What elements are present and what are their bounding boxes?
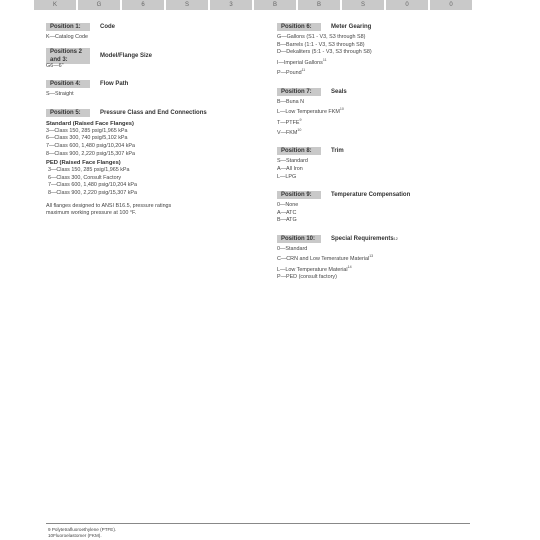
option-line bbox=[277, 67, 477, 77]
section-header bbox=[277, 235, 477, 243]
option-text: C—CRN and Low Temerature Material bbox=[277, 256, 370, 263]
section-header bbox=[277, 23, 477, 31]
option-text: G—Gallons (S1 - V3, S3 through S8) bbox=[277, 34, 366, 40]
footnote-9: 9 Polytetrafluoroethylene (PTFE). bbox=[48, 527, 117, 532]
section-position-8 bbox=[277, 147, 477, 181]
code-cell-3: 6 bbox=[122, 0, 164, 10]
option-line bbox=[277, 264, 477, 274]
standard-option-line: 7—Class 600, 1,480 psig/10,204 kPa bbox=[46, 142, 136, 149]
section-title: Meter Gearing bbox=[331, 24, 372, 30]
option-text: B—Buna N bbox=[277, 98, 304, 105]
option-text: B—ATG bbox=[277, 217, 297, 224]
left-column bbox=[46, 23, 256, 227]
option-text: P—Pound bbox=[277, 69, 302, 76]
section-title: Code bbox=[100, 24, 115, 30]
section-header bbox=[46, 48, 256, 63]
code-cell-8: S bbox=[342, 0, 384, 10]
option-text: S—Standard bbox=[277, 158, 308, 165]
option-line bbox=[277, 49, 477, 57]
section-position-7 bbox=[277, 88, 477, 138]
option-line bbox=[277, 106, 477, 116]
flange-note-line: maximum working pressure at 100 °F. bbox=[46, 209, 137, 216]
option-line bbox=[277, 34, 477, 42]
title-footnote-ref: 12 bbox=[393, 236, 398, 241]
option-text: I—Imperial Gallons bbox=[277, 59, 323, 66]
ped-option-line: 7—Class 600, 1,480 psig/10,204 kPa bbox=[48, 182, 138, 189]
section-title: Temperature Compensation bbox=[331, 192, 411, 199]
code-cell-6: B bbox=[254, 0, 296, 10]
section-title: Pressure Class and End Connections bbox=[100, 109, 207, 116]
option-line bbox=[277, 217, 477, 225]
option-line: G6—6" bbox=[46, 62, 64, 69]
code-cell-5: 3 bbox=[210, 0, 252, 10]
option-line bbox=[277, 202, 477, 210]
option-text: L—LPG bbox=[277, 173, 297, 180]
position-label: Position 9: bbox=[277, 191, 321, 199]
option-text: P—PED (consult factory) bbox=[277, 274, 337, 281]
code-cell-7: B bbox=[298, 0, 340, 10]
option-text: 0—Standard bbox=[277, 245, 308, 252]
option-line bbox=[277, 158, 477, 166]
section-position-1 bbox=[46, 23, 256, 42]
section-title: Special Requirements bbox=[331, 235, 394, 242]
standard-heading: Standard (Raised Face Flanges) bbox=[46, 120, 134, 127]
position-label: Position 8: bbox=[277, 147, 321, 155]
option-text: L—Low Temperature Material bbox=[277, 266, 348, 273]
footnote-10: 10Fluoroelastomer (FKM). bbox=[48, 533, 102, 538]
ped-option-line: 3—Class 150, 285 psig/1,965 kPa bbox=[48, 167, 130, 174]
option-line bbox=[277, 246, 477, 254]
section-position-6 bbox=[277, 23, 477, 78]
flange-note bbox=[46, 203, 256, 217]
section-header bbox=[46, 23, 256, 31]
footnote-ref: 11 bbox=[322, 57, 327, 62]
section-title: Flow Path bbox=[100, 81, 129, 88]
position-label: Position 6: bbox=[277, 23, 321, 31]
model-code-bar bbox=[34, 0, 472, 10]
option-line bbox=[277, 42, 477, 50]
option-text: L—Low Temperature FKM bbox=[277, 108, 340, 115]
section-position-5 bbox=[46, 109, 256, 217]
option-line bbox=[277, 253, 477, 263]
option-line: K—Catalog Code bbox=[46, 34, 88, 40]
section-title: Seals bbox=[331, 88, 347, 95]
option-line: S—Straight bbox=[46, 91, 74, 98]
section-header bbox=[277, 191, 477, 199]
code-cell-2: G bbox=[78, 0, 120, 10]
option-line bbox=[277, 57, 477, 67]
footnote-ref: 13 bbox=[369, 254, 374, 259]
option-line bbox=[277, 117, 477, 127]
footnote-ref: 9 bbox=[299, 117, 302, 122]
section-title: Trim bbox=[331, 148, 344, 155]
position-label: Position 5: bbox=[46, 109, 90, 117]
option-line bbox=[277, 210, 477, 218]
footnote-ref: 14 bbox=[347, 264, 352, 269]
standard-option-line: 3—Class 150, 285 psig/1,965 kPa bbox=[46, 127, 128, 134]
section-position-2 bbox=[46, 48, 256, 71]
section-position-3 bbox=[46, 80, 256, 99]
option-text: B—Barrels (1:1 - V3, S3 through S8) bbox=[277, 41, 365, 48]
ped-option-line: 8—Class 900, 2,220 psig/15,307 kPa bbox=[48, 189, 138, 196]
flange-note-line: All flanges designed to ANSI B16.5, pressure ratings bbox=[46, 202, 172, 209]
section-header bbox=[277, 88, 477, 96]
code-cell-1: K bbox=[34, 0, 76, 10]
option-text: 0—None bbox=[277, 202, 299, 209]
option-line bbox=[277, 166, 477, 174]
section-position-9 bbox=[277, 191, 477, 225]
option-line bbox=[277, 274, 477, 282]
option-text: V—FKM bbox=[277, 129, 298, 136]
option-line bbox=[277, 127, 477, 137]
code-cell-10: 0 bbox=[430, 0, 472, 10]
option-line bbox=[277, 99, 477, 107]
code-cell-9: 0 bbox=[386, 0, 428, 10]
position-label: Positions 2 and 3: bbox=[46, 48, 90, 64]
position-label: Position 4: bbox=[46, 80, 90, 88]
section-position-10 bbox=[277, 235, 477, 282]
footnote-ref: 10 bbox=[339, 107, 344, 112]
position-label: Position 7: bbox=[277, 88, 321, 96]
option-line bbox=[277, 174, 477, 182]
section-header bbox=[277, 147, 477, 155]
option-text: T—PTFE bbox=[277, 119, 300, 126]
right-column bbox=[277, 23, 477, 292]
footnote-ref: 11 bbox=[301, 68, 306, 73]
option-text: D—Dekaliters (5:1 - V3, S3 through S8) bbox=[277, 49, 372, 56]
option-text: A—All Iron bbox=[277, 165, 303, 172]
position-label: Position 10: bbox=[277, 235, 321, 243]
code-cell-4: S bbox=[166, 0, 208, 10]
ped-option-line: 6—Class 300, Consult Factory bbox=[48, 174, 122, 181]
ped-heading: PED (Raised Face Flanges) bbox=[46, 160, 121, 167]
position-label: Position 1: bbox=[46, 23, 90, 31]
standard-option-line: 8—Class 900, 2,220 psig/15,307 kPa bbox=[46, 150, 136, 157]
standard-option-line: 6—Class 300, 740 psig/5,102 kPa bbox=[46, 135, 128, 142]
section-header bbox=[46, 109, 256, 117]
footnote-ref: 10 bbox=[297, 127, 302, 132]
section-header bbox=[46, 80, 256, 88]
section-title: Model/Flange Size bbox=[100, 52, 153, 59]
option-text: A—ATC bbox=[277, 209, 297, 216]
footnote-divider bbox=[46, 523, 470, 524]
